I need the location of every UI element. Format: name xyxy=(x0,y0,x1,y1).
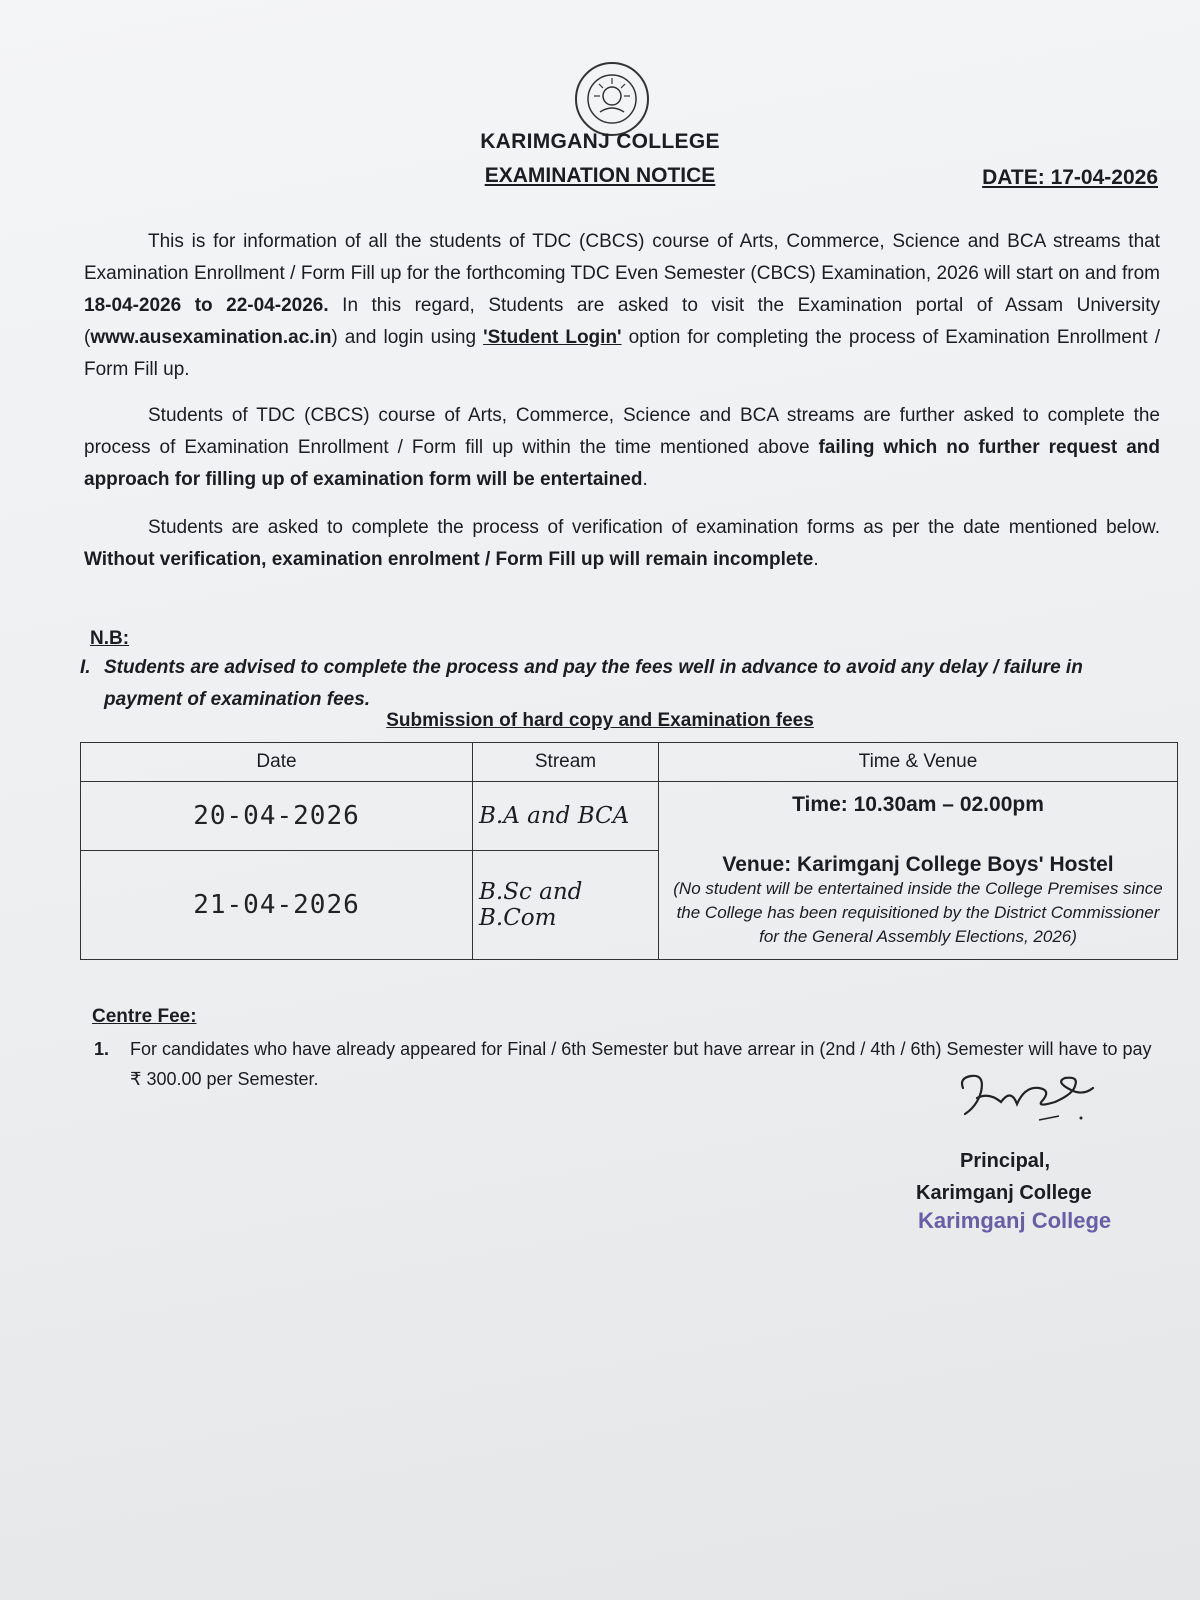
row-stream-cell xyxy=(473,782,659,851)
row-stream: B.Sc and B.Com xyxy=(479,879,583,932)
exam-time: Time: 10.30am – 02.00pm xyxy=(792,792,1044,816)
paragraph-verification xyxy=(84,512,1160,576)
p2-warning: failing which no further request and approach for filling up of examination form will be entertained xyxy=(84,437,1160,490)
row-stream-cell xyxy=(473,851,659,960)
college-name: KARIMGANJ COLLEGE xyxy=(480,130,720,153)
header-date: Date xyxy=(81,743,473,782)
header-time-venue: Time & Venue xyxy=(659,743,1178,782)
p1-text-a: This is for information of all the students of TDC (CBCS) course of Arts, Commerce, Science and BCA streams that Examination Enrollment / Form Fill up for the forthcoming TDC Even Semester (CBCS) Examination, 2026 will start on and from xyxy=(84,231,1160,284)
nb-item xyxy=(80,652,1170,716)
table-row xyxy=(81,782,1178,851)
nb-item-text-2: payment of examination fees. xyxy=(104,689,371,710)
notice-title: EXAMINATION NOTICE xyxy=(484,164,716,187)
signatory-title: Principal, xyxy=(960,1150,1051,1172)
centre-fee-line-1: For candidates who have already appeared for Final / 6th Semester but have arrear in (2nd / 4th / 6th) Semester will have to pay xyxy=(130,1039,1152,1059)
p3-text-a: Students are asked to complete the process of verification of examination forms as per the date mentioned below. xyxy=(148,517,1160,538)
portal-url: www.ausexamination.ac.in xyxy=(90,327,332,348)
p2-text-a: Students of TDC (CBCS) course of Arts, Commerce, Science and BCA streams are further asked to complete the process of Examination Enrollment / Form fill up within the time mentioned above xyxy=(84,405,1160,458)
college-emblem-icon xyxy=(573,60,651,138)
notice-date: DATE: 17-04-2026 xyxy=(982,166,1158,189)
p1-dates: 18-04-2026 to 22-04-2026. xyxy=(84,295,329,316)
paragraph-enrollment xyxy=(84,226,1160,386)
p1-text-d: option for completing the process of Examination Enrollment / Form Fill up. xyxy=(84,327,1160,380)
row-date: 20-04-2026 xyxy=(193,801,360,832)
p3-warning: Without verification, examination enrolment / Form Fill up will remain incomplete xyxy=(84,549,814,570)
centre-fee-number: 1. xyxy=(94,1039,110,1059)
paragraph-deadline xyxy=(84,400,1160,496)
p3-end: . xyxy=(813,549,819,570)
nb-item-text-1: Students are advised to complete the process and pay the fees well in advance to avoid any delay / failure in xyxy=(104,657,1083,678)
nb-heading: N.B: xyxy=(90,628,130,649)
centre-fee-heading: Centre Fee: xyxy=(92,1006,197,1027)
header-stream: Stream xyxy=(473,743,659,782)
venue-note: (No student will be entertained inside the College Premises since the College has been requisitioned by the District Commissioner for the General Assembly Elections, 2026) xyxy=(673,878,1163,946)
nb-item-number: I. xyxy=(80,657,91,678)
row-stream: B.A and BCA xyxy=(479,803,630,830)
row-date-cell xyxy=(81,782,473,851)
p1-text-b: In this regard, Students are asked to visit the Examination portal of Assam University ( xyxy=(84,295,1160,348)
row-date: 21-04-2026 xyxy=(193,890,360,921)
table-header-row xyxy=(81,743,1178,782)
centre-fee-line-2: ₹ 300.00 per Semester. xyxy=(130,1069,319,1089)
college-stamp: Karimganj College xyxy=(918,1208,1112,1233)
fees-schedule-table xyxy=(80,742,1178,960)
row-date-cell xyxy=(81,851,473,960)
principal-signature-icon xyxy=(955,1058,1115,1138)
p1-text-c: ) and login using xyxy=(331,327,484,348)
p2-end: . xyxy=(642,469,648,490)
signatory-college: Karimganj College xyxy=(916,1182,1092,1204)
table-caption: Submission of hard copy and Examination fees xyxy=(386,710,814,731)
time-venue-cell xyxy=(659,782,1178,960)
student-login-label: 'Student Login' xyxy=(483,327,622,348)
exam-venue: Venue: Karimganj College Boys' Hostel xyxy=(722,852,1114,876)
